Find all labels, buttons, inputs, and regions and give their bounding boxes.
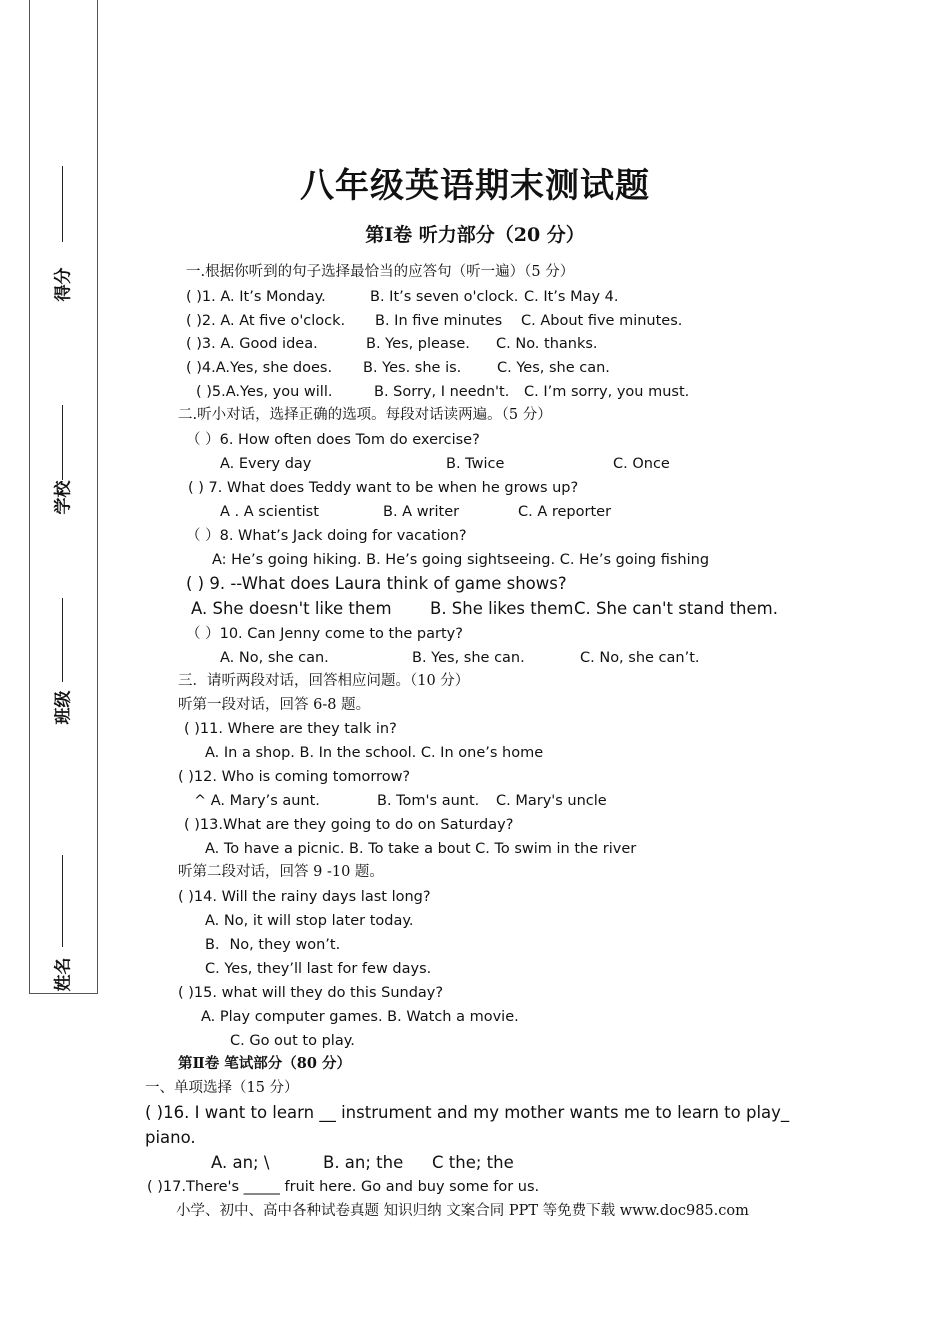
q3-option-c: C. No. thanks.	[496, 336, 598, 352]
question-6: （ ）6. How often does Tom do exercise?	[186, 432, 480, 448]
section1-heading: 一.根据你听到的句子选择最恰当的应答句（听一遍）（5 分）	[186, 264, 575, 280]
q2-option-c: C. About five minutes.	[521, 313, 683, 329]
q1-option-c: C. It’s May 4.	[524, 289, 619, 305]
q14-option-b: B．No, they won’t.	[205, 937, 341, 953]
question-11: ( )11. Where are they talk in?	[184, 721, 397, 737]
q14-option-c: C. Yes, they’ll last for few days.	[205, 961, 432, 977]
q16-option-a: A. an; \	[211, 1153, 270, 1172]
question-7: ( ) 7. What does Teddy want to be when he grows up?	[188, 480, 579, 496]
q1-option-b: B. It’s seven o'clock.	[370, 289, 519, 305]
q10-option-c: C. No, she can’t.	[580, 650, 700, 666]
q5-option-a: ( )5.A.Yes, you will.	[196, 384, 333, 400]
q4-option-a: ( )4.A.Yes, she does.	[186, 360, 333, 376]
question-15: ( )15. what will they do this Sunday?	[178, 985, 444, 1001]
q9-option-c: C. She can't stand them.	[574, 599, 778, 618]
q5-option-c: C. I’m sorry, you must.	[524, 384, 690, 400]
q10-option-a: A. No, she can.	[220, 650, 329, 666]
q1-option-a: ( )1. A. It’s Monday.	[186, 289, 326, 305]
q9-option-b: B. She likes them	[430, 599, 574, 618]
q16-continuation: piano.	[145, 1128, 196, 1147]
q6-option-c: C. Once	[613, 456, 670, 472]
part1-title: 第Ⅰ卷 听力部分（20 分）	[365, 224, 585, 246]
question-1	[186, 288, 326, 306]
q9-option-a: A. She doesn't like them	[191, 599, 392, 618]
section2-heading: 二.听小对话，选择正确的选项。每段对话读两遍。（5 分）	[178, 407, 552, 423]
name-label: 姓名	[53, 957, 74, 992]
q14-option-a: A. No, it will stop later today.	[205, 913, 414, 929]
q2-option-b: B. In five minutes	[375, 313, 503, 329]
q15-options-ab: A. Play computer games. B. Watch a movie.	[201, 1009, 519, 1025]
question-9: ( ) 9. --What does Laura think of game shows?	[186, 574, 567, 593]
q5-option-b: B. Sorry, I needn't.	[374, 384, 510, 400]
q7-option-c: C. A reporter	[518, 504, 612, 520]
page-title: 八年级英语期末测试题	[300, 166, 650, 206]
q3-option-a: ( )3. A. Good idea.	[186, 336, 318, 352]
question-8: （ ）8. What’s Jack doing for vacation?	[186, 528, 467, 544]
dialog1-instruction: 听第一段对话，回答 6-8 题。	[178, 697, 371, 713]
name-line	[62, 855, 63, 947]
school-line	[62, 405, 63, 480]
dialog2-instruction: 听第二段对话，回答 9 -10 题。	[178, 864, 384, 880]
question-12: ( )12. Who is coming tomorrow?	[178, 769, 411, 785]
part2-title: 第Ⅱ卷 笔试部分（80 分）	[178, 1055, 351, 1072]
q2-option-a: ( )2. A. At five o'clock.	[186, 313, 346, 329]
section4-heading: 一、单项选择（15 分）	[145, 1080, 299, 1096]
q11-options: A. In a shop. B. In the school. C. In one’s home	[205, 745, 544, 761]
q3-option-b: B. Yes, please.	[366, 336, 470, 352]
question-10: （ ）10. Can Jenny come to the party?	[186, 626, 463, 642]
class-label: 班级	[53, 690, 74, 725]
question-13: ( )13.What are they going to do on Saturday?	[184, 817, 514, 833]
q7-option-a: A . A scientist	[220, 504, 319, 520]
q15-option-c: C. Go out to play.	[230, 1033, 355, 1049]
question-14: ( )14. Will the rainy days last long?	[178, 889, 431, 905]
section3-heading: 三．请听两段对话，回答相应问题。（10 分）	[178, 673, 470, 689]
q7-option-b: B. A writer	[383, 504, 460, 520]
q8-options: A: He’s going hiking. B. He’s going sightseeing. C. He’s going fishing	[212, 552, 710, 568]
q13-options: A. To have a picnic. B. To take a bout C. To swim in the river	[205, 841, 637, 857]
q12-option-a: ^ A. Mary’s aunt.	[194, 793, 320, 809]
q16-option-c: C the; the	[432, 1153, 514, 1172]
question-17: ( )17.There's _____ fruit here. Go and buy some for us.	[147, 1179, 540, 1195]
q4-option-c: C. Yes, she can.	[497, 360, 610, 376]
q16-option-b: B. an; the	[323, 1153, 404, 1172]
score-label: 得分	[53, 267, 74, 302]
q12-option-c: C. Mary's uncle	[496, 793, 607, 809]
class-line	[62, 598, 63, 682]
question-16: ( )16. I want to learn __ instrument and my mother wants me to learn to play_	[145, 1103, 790, 1122]
q12-option-b: B. Tom's aunt.	[377, 793, 480, 809]
footer-note: 小学、初中、高中各种试卷真题 知识归纳 文案合同 PPT 等免费下载 www.doc985.com	[176, 1203, 749, 1219]
q4-option-b: B. Yes. she is.	[363, 360, 462, 376]
q6-option-a: A. Every day	[220, 456, 312, 472]
school-label: 学校	[53, 480, 74, 515]
q6-option-b: B. Twice	[446, 456, 505, 472]
q10-option-b: B. Yes, she can.	[412, 650, 525, 666]
